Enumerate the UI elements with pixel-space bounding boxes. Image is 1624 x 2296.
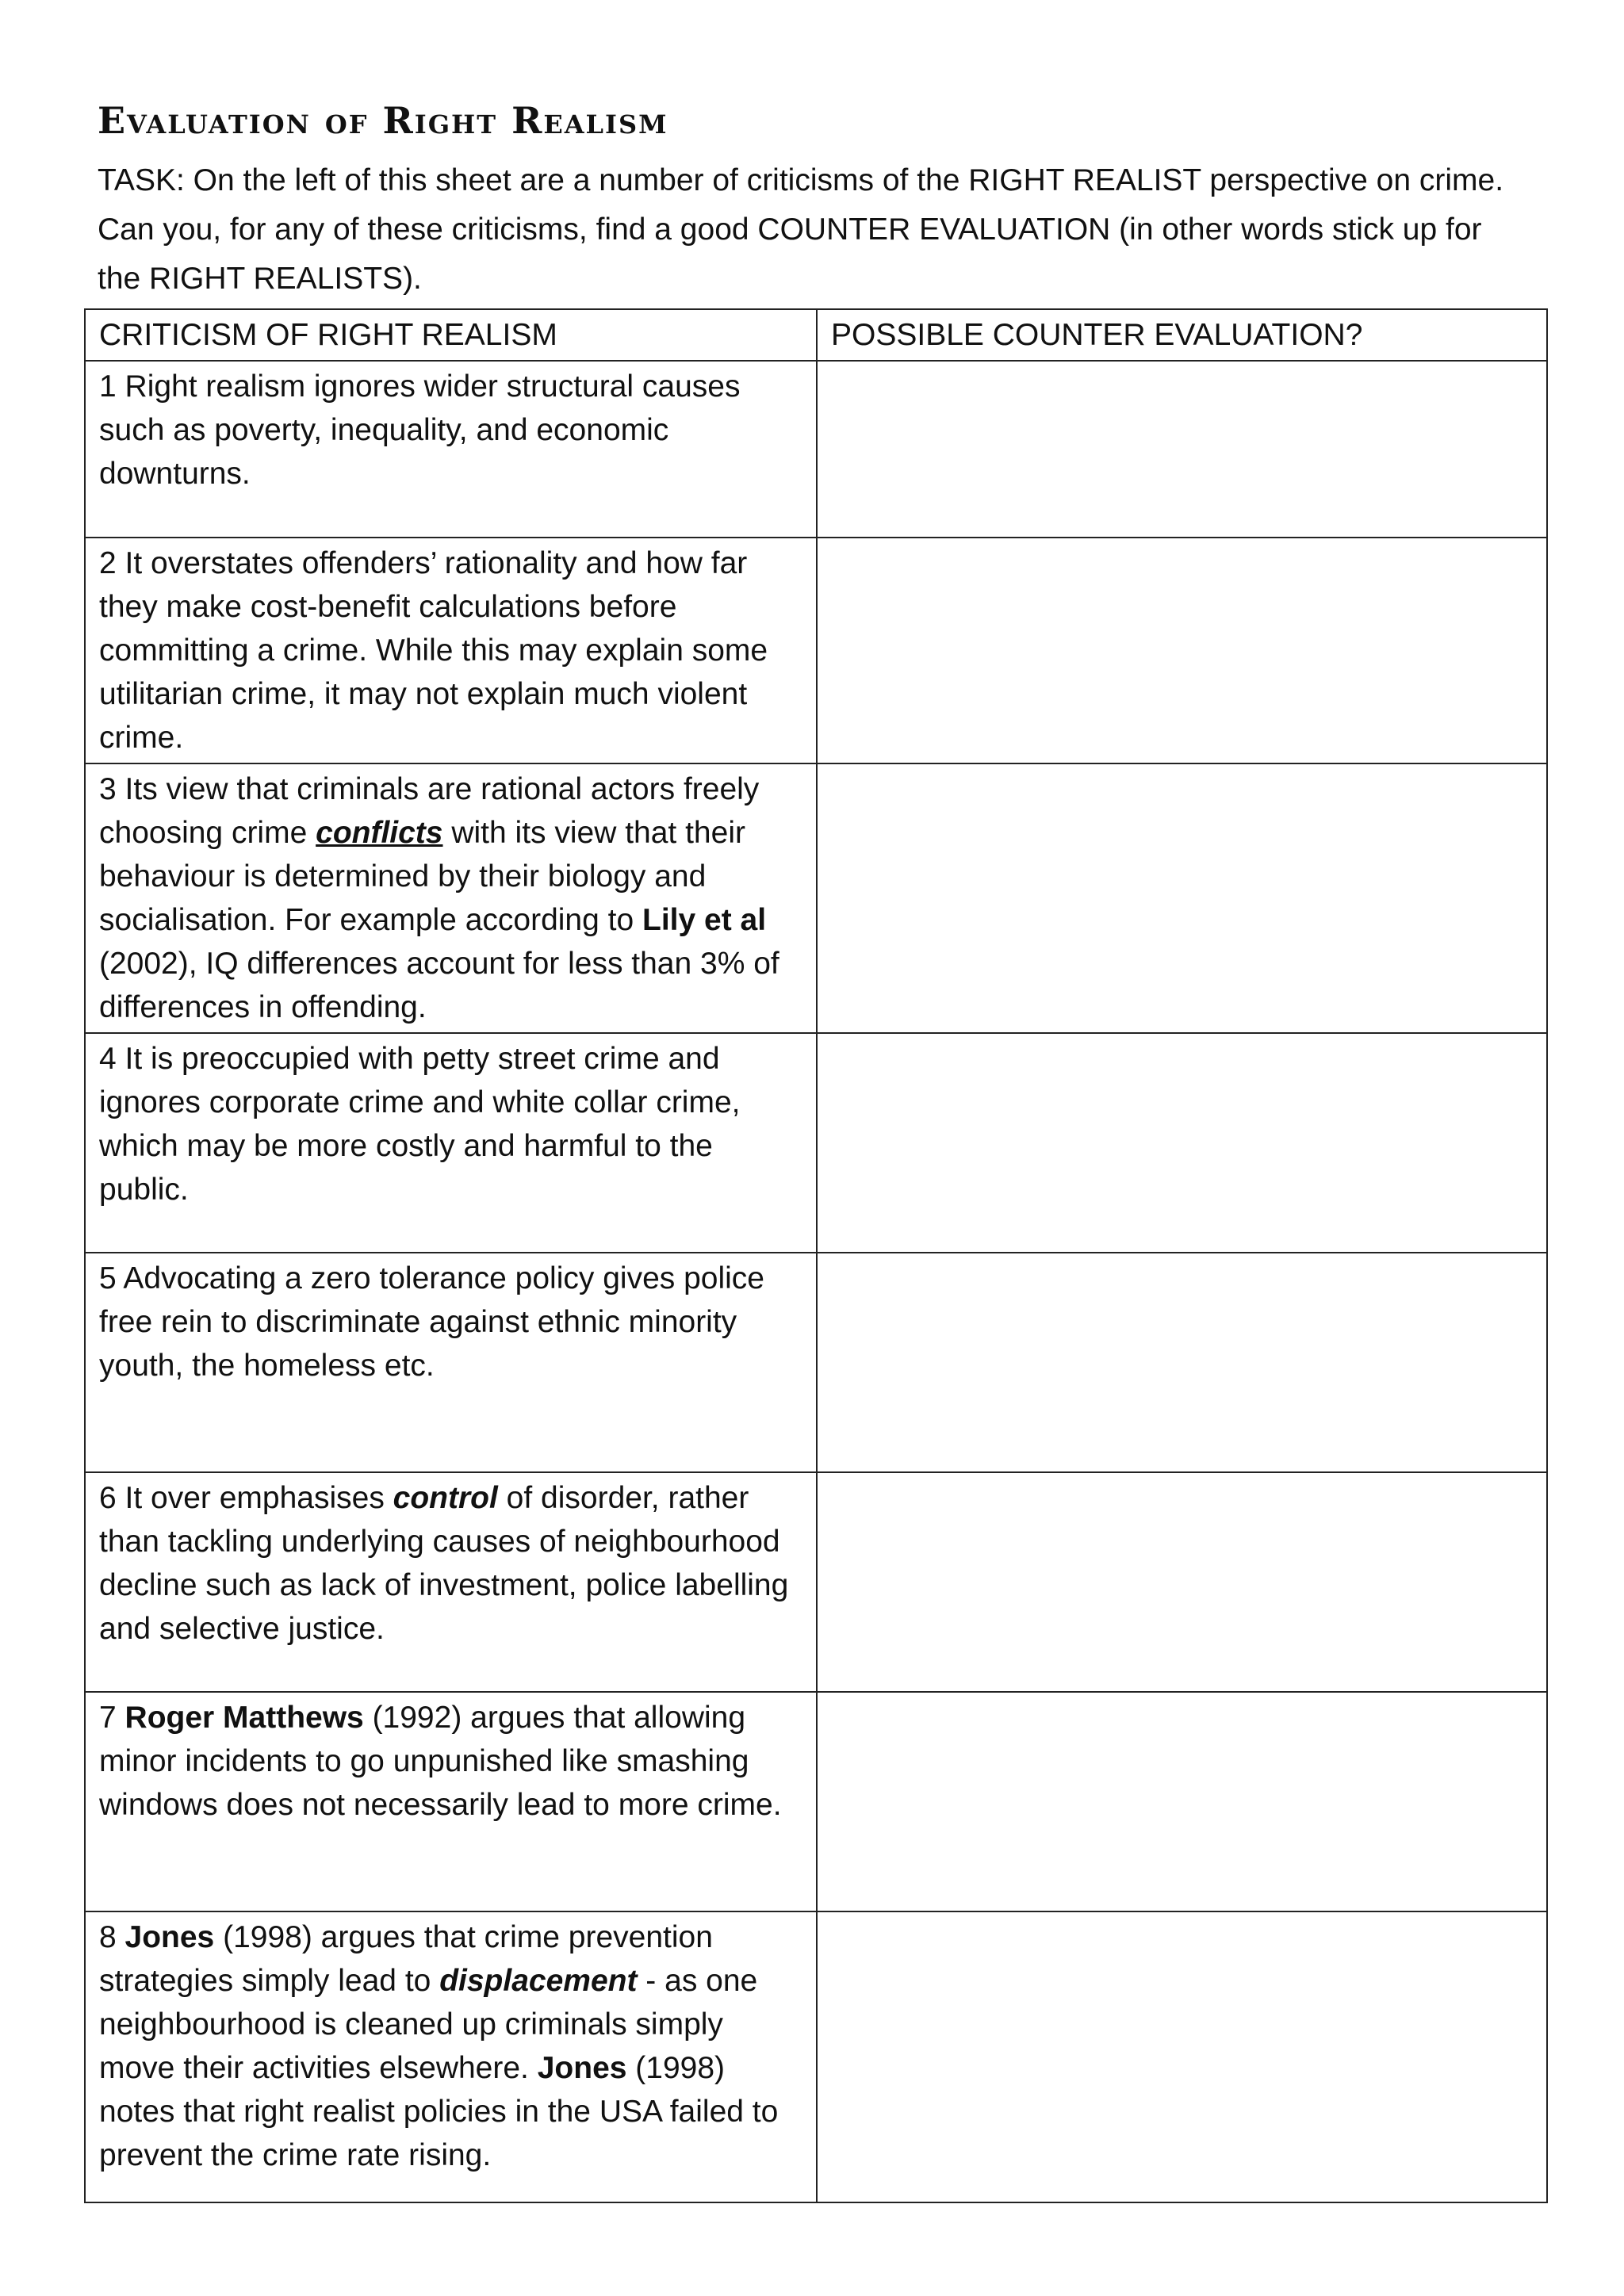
counter-evaluation-cell-7[interactable] bbox=[817, 1692, 1547, 1911]
criticism-cell-7 bbox=[85, 1692, 817, 1911]
criticism-cell-1 bbox=[85, 361, 817, 538]
criticism-cell-2 bbox=[85, 538, 817, 763]
table-row bbox=[85, 361, 1547, 538]
criticism-text: 3 Its view that criminals are rational actors freely choosing crime bbox=[99, 772, 760, 850]
author-name: Jones bbox=[124, 1920, 215, 1954]
header-counter-evaluation: POSSIBLE COUNTER EVALUATION? bbox=[817, 309, 1547, 361]
page-title: Evaluation of Right Realism bbox=[98, 99, 668, 142]
author-name: Lily et al bbox=[642, 903, 767, 937]
table-row bbox=[85, 1692, 1547, 1911]
table-row bbox=[85, 1253, 1547, 1472]
task-instructions: TASK: On the left of this sheet are a number of criticisms of the RIGHT REALIST perspective on crime. Can you, for any of these criticisms, find a good COUNTER EVALUATION (in other words stick up for the RIGHT REALISTS). bbox=[98, 163, 1504, 296]
criticism-cell-4 bbox=[85, 1033, 817, 1253]
criticism-text: 5 Advocating a zero tolerance policy gives police free rein to discriminate against ethnic minority youth, the homeless etc. bbox=[99, 1261, 764, 1383]
counter-evaluation-cell-6[interactable] bbox=[817, 1472, 1547, 1692]
table-header-row bbox=[85, 309, 1547, 361]
counter-evaluation-cell-8[interactable] bbox=[817, 1911, 1547, 2202]
criticism-cell-6 bbox=[85, 1472, 817, 1692]
counter-evaluation-cell-5[interactable] bbox=[817, 1253, 1547, 1472]
criticism-text: 4 It is preoccupied with petty street crime and ignores corporate crime and white collar crime, which may be more costly and harmful to the public. bbox=[99, 1042, 741, 1207]
criticism-text: 6 It over emphasises bbox=[99, 1481, 393, 1515]
counter-evaluation-cell-1[interactable] bbox=[817, 361, 1547, 538]
criticism-text: 2 It overstates offenders’ rationality and how far they make cost-benefit calculations before committing a crime. While this may explain some utilitarian crime, it may not explain much violent crime. bbox=[99, 546, 768, 755]
criticism-cell-3 bbox=[85, 763, 817, 1033]
criticism-text: (1998) argues that crime prevention strategies simply lead to bbox=[99, 1920, 713, 1998]
author-name: Jones bbox=[537, 2051, 627, 2085]
table-row bbox=[85, 1472, 1547, 1692]
criticism-cell-8 bbox=[85, 1911, 817, 2202]
criticism-text: 1 Right realism ignores wider structural causes such as poverty, inequality, and economic downturns. bbox=[99, 369, 741, 491]
counter-evaluation-cell-2[interactable] bbox=[817, 538, 1547, 763]
criticism-cell-5 bbox=[85, 1253, 817, 1472]
criticism-table bbox=[84, 308, 1548, 2203]
table-row bbox=[85, 1033, 1547, 1253]
emphasis-control: control bbox=[393, 1481, 498, 1515]
criticism-text: of disorder, rather than tackling underlying causes of neighbourhood decline such as lack of investment, police labelling and selective justice. bbox=[99, 1481, 789, 1646]
criticism-text: 8 bbox=[99, 1920, 125, 1954]
criticism-text: 7 bbox=[99, 1701, 125, 1735]
table-row bbox=[85, 538, 1547, 763]
criticism-text: (2002), IQ differences account for less than 3% of differences in offending. bbox=[99, 947, 779, 1024]
author-name: Roger Matthews bbox=[124, 1701, 364, 1735]
counter-evaluation-cell-3[interactable] bbox=[817, 763, 1547, 1033]
counter-evaluation-cell-4[interactable] bbox=[817, 1033, 1547, 1253]
table-row bbox=[85, 763, 1547, 1033]
criticism-text: (1998) notes that right realist policies in the USA failed to prevent the crime rate rising. bbox=[99, 2051, 779, 2172]
criticism-text: - as one neighbourhood is cleaned up criminals simply move their activities elsewhere. bbox=[99, 1964, 758, 2085]
table-row bbox=[85, 1911, 1547, 2202]
emphasis-conflicts: conflicts bbox=[316, 816, 443, 850]
criticism-text: (1992) argues that allowing minor incidents to go unpunished like smashing windows does not necessarily lead to more crime. bbox=[99, 1701, 782, 1822]
header-criticism: CRITICISM OF RIGHT REALISM bbox=[85, 309, 817, 361]
criticism-text: with its view that their behaviour is determined by their biology and socialisation. For example according to bbox=[99, 816, 745, 937]
emphasis-displacement: displacement bbox=[439, 1964, 638, 1998]
